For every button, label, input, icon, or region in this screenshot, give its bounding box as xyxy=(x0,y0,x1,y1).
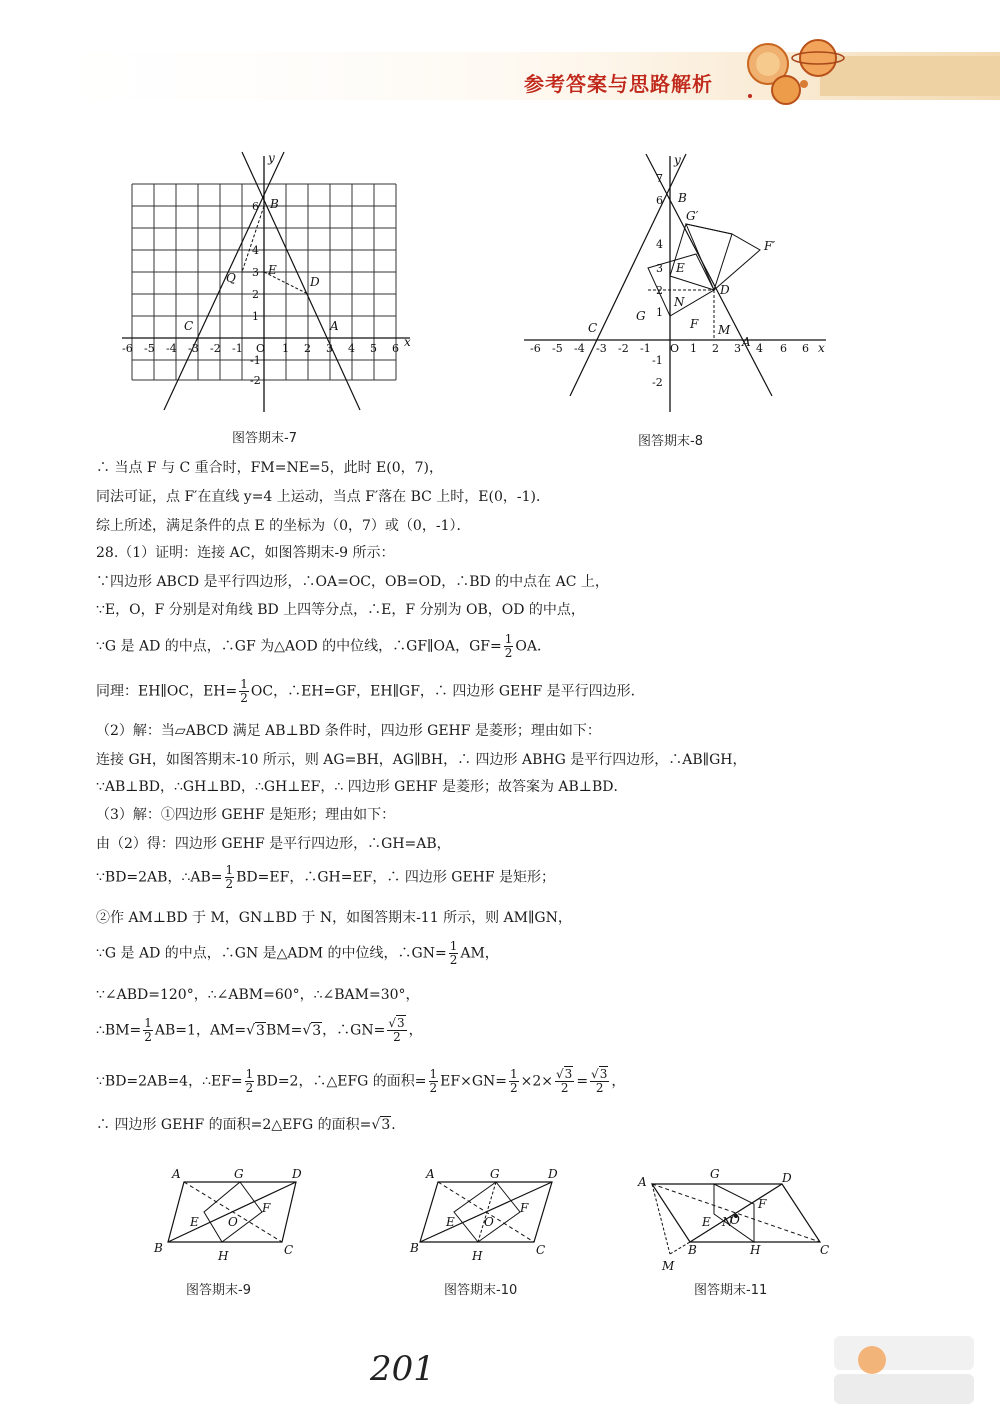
solution-line-8-text-a: 同理：EH∥OC，EH= xyxy=(96,683,238,700)
sqrt-radicand: 3 xyxy=(397,1016,405,1030)
header-title: 参考答案与思路解析 xyxy=(524,72,713,96)
svg-text:O: O xyxy=(228,1215,238,1229)
svg-text:C: C xyxy=(536,1243,546,1257)
figure-11-svg xyxy=(634,1160,834,1270)
svg-text:7: 7 xyxy=(656,172,663,185)
sqrt-symbol: √ xyxy=(371,1117,381,1133)
svg-text:O: O xyxy=(730,1213,740,1227)
solution-line-16-text-b: AM， xyxy=(460,945,499,962)
svg-text:4: 4 xyxy=(348,342,355,355)
figure-9-caption: 图答期末-9 xyxy=(186,1283,251,1298)
svg-text:H: H xyxy=(218,1249,229,1260)
fraction-denominator: 2 xyxy=(595,1081,604,1095)
figure-11-parallelogram xyxy=(634,1160,834,1274)
solution-line-15: ②作 AM⊥BD 于 M，GN⊥BD 于 N，如图答期末-11 所示，则 AM∥GN， xyxy=(96,910,572,926)
svg-text:3: 3 xyxy=(252,266,259,279)
figure-9-svg xyxy=(150,1160,310,1260)
solution-line-14-text-a: ∵BD=2AB，∴AB= xyxy=(96,869,223,886)
fraction-sqrt3-over-2 xyxy=(555,1068,574,1095)
fraction-numerator: 1 xyxy=(225,863,234,877)
svg-text:B: B xyxy=(154,1241,163,1255)
svg-text:3: 3 xyxy=(656,262,663,275)
svg-text:y: y xyxy=(268,151,275,165)
figure-11-caption: 图答期末-11 xyxy=(694,1283,768,1298)
solution-line-16-text-a: ∵G 是 AD 的中点，∴GN 是△ADM 的中位线，∴GN= xyxy=(96,945,447,962)
solution-line-11: ∵AB⊥BD，∴GH⊥BD，∴GH⊥EF，∴ 四边形 GEHF 是菱形；故答案为 AB⊥BD． xyxy=(96,779,628,795)
solution-line-18-text-c: BM= xyxy=(265,1022,303,1039)
svg-text:A: A xyxy=(426,1167,435,1181)
figure-10-caption: 图答期末-10 xyxy=(444,1283,518,1298)
svg-text:6: 6 xyxy=(392,342,399,355)
sqrt-symbol: √ xyxy=(246,1022,256,1039)
svg-text:B: B xyxy=(410,1241,419,1255)
svg-text:y: y xyxy=(674,153,681,167)
svg-text:B: B xyxy=(688,1243,697,1257)
figure-8-graph xyxy=(520,150,830,424)
figure-7-caption: 图答期末-7 xyxy=(232,431,297,446)
solution-line-8 xyxy=(96,678,645,705)
svg-text:E: E xyxy=(268,263,277,277)
fraction-denominator: 2 xyxy=(245,1081,254,1095)
fraction-numerator: 1 xyxy=(429,1067,438,1081)
solution-line-17: ∵∠ABD=120°，∴∠ABM=60°，∴∠BAM=30°， xyxy=(96,987,420,1003)
fraction-sqrt3-over-2 xyxy=(590,1068,609,1095)
figure-8-svg xyxy=(520,150,830,420)
fraction-numerator: 1 xyxy=(510,1067,518,1081)
svg-text:M: M xyxy=(718,323,731,337)
svg-text:Q: Q xyxy=(226,271,236,285)
solution-line-19-text-f: ， xyxy=(611,1073,626,1090)
fraction-denominator: 2 xyxy=(225,877,234,891)
fraction-numerator: 1 xyxy=(449,939,458,953)
svg-text:F: F xyxy=(520,1201,529,1215)
sqrt-radicand: 3 xyxy=(599,1067,608,1081)
solution-line-20 xyxy=(96,1115,405,1135)
solution-line-7-text-a: ∵G 是 AD 的中点，∴GF 为△AOD 的中位线，∴GF∥OA，GF= xyxy=(96,638,502,655)
handwritten-page-number-svg xyxy=(368,1336,458,1390)
solution-line-13: 由（2）得：四边形 GEHF 是平行四边形，∴GH=AB， xyxy=(96,836,451,852)
fraction-denominator: 2 xyxy=(393,1030,401,1044)
fraction-one-half xyxy=(245,1068,255,1095)
svg-text:-1: -1 xyxy=(640,342,651,355)
fraction-one-half xyxy=(239,678,249,705)
sqrt-symbol: √ xyxy=(556,1067,564,1081)
svg-text:O: O xyxy=(256,342,266,355)
figure-10-svg xyxy=(408,1160,568,1260)
svg-text:G: G xyxy=(710,1167,720,1181)
svg-text:1: 1 xyxy=(282,342,289,355)
svg-text:6: 6 xyxy=(656,194,663,207)
svg-text:G′: G′ xyxy=(686,209,699,223)
figure-10-parallelogram xyxy=(408,1160,568,1264)
solution-line-20-text-b: ． xyxy=(391,1117,406,1133)
fraction-denominator: 2 xyxy=(449,953,458,967)
watermark-logo-icon xyxy=(826,1330,986,1410)
svg-text:N: N xyxy=(722,1215,733,1229)
svg-text:F: F xyxy=(690,317,699,331)
fraction-one-half xyxy=(449,940,459,967)
svg-text:4: 4 xyxy=(756,342,763,355)
solution-line-18-text-e: ， xyxy=(408,1022,423,1039)
sqrt-symbol: √ xyxy=(591,1067,599,1081)
svg-text:4: 4 xyxy=(656,238,663,251)
fraction-denominator: 2 xyxy=(510,1081,518,1095)
svg-text:A: A xyxy=(742,335,751,349)
svg-text:-2: -2 xyxy=(210,342,221,355)
sqrt-radicand: 3 xyxy=(312,1022,322,1039)
svg-text:H: H xyxy=(750,1243,761,1257)
svg-text:-4: -4 xyxy=(166,342,177,355)
svg-text:F: F xyxy=(262,1201,271,1215)
solution-line-18-text-d: ，∴GN= xyxy=(322,1022,386,1039)
svg-text:-5: -5 xyxy=(144,342,155,355)
fraction-one-half xyxy=(143,1017,153,1044)
fraction-numerator: 1 xyxy=(504,632,513,646)
svg-text:D: D xyxy=(292,1167,302,1181)
svg-text:-1: -1 xyxy=(652,354,663,367)
figure-7-graph xyxy=(118,148,418,422)
problem-28-part-2-heading: （2）解：当▱ABCD 满足 AB⊥BD 条件时，四边形 GEHF 是菱形；理由如下： xyxy=(96,723,601,739)
svg-text:3: 3 xyxy=(326,342,333,355)
svg-text:A: A xyxy=(172,1167,181,1181)
solution-line-18 xyxy=(96,1017,423,1044)
figure-7-svg xyxy=(118,148,418,418)
planet-decoration-icon xyxy=(738,38,1000,116)
solution-line-16 xyxy=(96,940,499,967)
sqrt-radicand: 3 xyxy=(256,1022,265,1039)
fraction-numerator: 1 xyxy=(240,677,248,691)
fraction-numerator: 1 xyxy=(144,1016,152,1030)
svg-text:G: G xyxy=(234,1167,244,1181)
svg-text:D: D xyxy=(548,1167,558,1181)
solution-line-20-text-a: ∴ 四边形 GEHF 的面积=2△EFG 的面积= xyxy=(96,1117,372,1133)
svg-text:C: C xyxy=(820,1243,830,1257)
problem-28-part-3-heading: （3）解：①四边形 GEHF 是矩形；理由如下： xyxy=(96,807,396,823)
solution-line-7-text-b: OA． xyxy=(515,638,551,655)
svg-text:A: A xyxy=(330,319,339,333)
svg-text:5: 5 xyxy=(370,342,377,355)
sqrt-radicand: 3 xyxy=(564,1067,573,1081)
solution-line-19-text-b: BD=2，∴△EFG 的面积= xyxy=(256,1073,427,1090)
svg-text:1: 1 xyxy=(690,342,697,355)
svg-text:E: E xyxy=(676,261,685,275)
svg-text:4: 4 xyxy=(252,244,259,257)
solution-line-1: ∴ 当点 F 与 C 重合时，FM=NE=5，此时 E(0，7)， xyxy=(96,460,443,476)
solution-line-19-text-e: = xyxy=(576,1073,589,1090)
sqrt-symbol: √ xyxy=(388,1016,396,1030)
svg-text:C: C xyxy=(284,1243,294,1257)
fraction-denominator: 2 xyxy=(429,1081,438,1095)
solution-line-5: ∵四边形 ABCD 是平行四边形，∴OA=OC，OB=OD，∴BD 的中点在 AC 上， xyxy=(96,574,609,590)
handwritten-page-number xyxy=(368,1336,458,1390)
svg-text:A: A xyxy=(638,1175,647,1189)
svg-text:D: D xyxy=(782,1171,792,1185)
svg-text:G: G xyxy=(490,1167,500,1181)
solution-line-18-text-b: AB=1，AM= xyxy=(154,1022,247,1039)
svg-text:B: B xyxy=(678,191,687,205)
svg-text:2: 2 xyxy=(712,342,719,355)
svg-text:E: E xyxy=(446,1215,455,1229)
svg-text:F: F xyxy=(758,1197,767,1211)
solution-line-18-text-a: ∴BM= xyxy=(96,1022,142,1039)
svg-text:B: B xyxy=(270,197,279,211)
svg-text:2: 2 xyxy=(304,342,311,355)
svg-text:6: 6 xyxy=(252,200,259,213)
fraction-one-half xyxy=(509,1068,519,1095)
page-number-text: 201 xyxy=(370,1349,435,1389)
solution-line-7 xyxy=(96,633,551,660)
fraction-one-half xyxy=(225,864,235,891)
fraction-denominator: 2 xyxy=(240,691,248,705)
svg-text:2: 2 xyxy=(252,288,259,301)
svg-text:x: x xyxy=(404,335,411,349)
sqrt-radicand: 3 xyxy=(381,1117,391,1133)
svg-text:O: O xyxy=(670,342,680,355)
fraction-denominator: 2 xyxy=(144,1030,152,1044)
solution-line-8-text-b: OC，∴EH=GF，EH∥GF，∴ 四边形 GEHF 是平行四边形． xyxy=(250,683,645,700)
svg-text:G: G xyxy=(636,309,646,323)
svg-text:1: 1 xyxy=(252,310,259,323)
svg-text:D: D xyxy=(720,283,730,297)
svg-text:H: H xyxy=(472,1249,483,1260)
fraction-sqrt3-over-2 xyxy=(387,1017,406,1044)
solution-line-3: 综上所述，满足条件的点 E 的坐标为（0，7）或（0，-1）． xyxy=(96,518,471,534)
fraction-numerator xyxy=(590,1068,609,1082)
solution-line-19-text-c: EF×GN= xyxy=(440,1073,507,1090)
svg-text:6: 6 xyxy=(780,342,787,355)
fraction-numerator xyxy=(387,1017,406,1031)
svg-text:x: x xyxy=(818,341,825,355)
svg-text:6: 6 xyxy=(802,342,809,355)
solution-line-14 xyxy=(96,864,555,891)
svg-text:-4: -4 xyxy=(574,342,585,355)
svg-text:F′: F′ xyxy=(764,239,776,253)
solution-line-2: 同法可证，点 F′在直线 y=4 上运动，当点 F′落在 BC 上时，E(0，-1)． xyxy=(96,489,550,505)
svg-text:3: 3 xyxy=(734,342,741,355)
svg-text:-2: -2 xyxy=(250,374,261,387)
svg-text:-5: -5 xyxy=(552,342,563,355)
problem-28-part-1-heading: 28.（1）证明：连接 AC，如图答期末-9 所示： xyxy=(96,545,395,561)
svg-text:O: O xyxy=(484,1215,494,1229)
solution-line-10: 连接 GH，如图答期末-10 所示，则 AG=BH，AG∥BH，∴ 四边形 ABHG 是平行四边形，∴AB∥GH， xyxy=(96,752,747,768)
svg-text:M: M xyxy=(662,1259,675,1270)
svg-text:1: 1 xyxy=(656,306,663,319)
fraction-one-half xyxy=(504,633,514,660)
svg-text:C: C xyxy=(184,319,194,333)
fraction-numerator xyxy=(555,1068,574,1082)
solution-line-19-text-a: ∵BD=2AB=4，∴EF= xyxy=(96,1073,243,1090)
svg-text:E: E xyxy=(702,1215,711,1229)
solution-line-19-text-d: ×2× xyxy=(520,1073,554,1090)
svg-text:D: D xyxy=(310,275,320,289)
solution-line-6: ∵E，O，F 分别是对角线 BD 上四等分点，∴E，F 分别为 OB，OD 的中点， xyxy=(96,602,585,618)
figure-9-parallelogram xyxy=(150,1160,310,1264)
svg-text:-1: -1 xyxy=(232,342,243,355)
svg-text:C: C xyxy=(588,321,598,335)
svg-text:-3: -3 xyxy=(188,342,199,355)
solution-line-14-text-b: BD=EF，∴GH=EF，∴ 四边形 GEHF 是矩形； xyxy=(236,869,556,886)
svg-text:-2: -2 xyxy=(618,342,629,355)
fraction-denominator: 2 xyxy=(560,1081,569,1095)
solution-line-19 xyxy=(96,1068,625,1095)
svg-text:-3: -3 xyxy=(596,342,607,355)
svg-text:E: E xyxy=(190,1215,199,1229)
fraction-denominator: 2 xyxy=(504,646,513,660)
svg-text:-6: -6 xyxy=(122,342,133,355)
fraction-numerator: 1 xyxy=(245,1067,254,1081)
svg-text:2: 2 xyxy=(656,284,663,297)
figure-8-caption: 图答期末-8 xyxy=(638,434,703,449)
svg-text:-6: -6 xyxy=(530,342,541,355)
fraction-one-half xyxy=(429,1068,439,1095)
svg-text:-1: -1 xyxy=(250,354,261,367)
svg-text:-2: -2 xyxy=(652,376,663,389)
sqrt-symbol: √ xyxy=(302,1022,312,1039)
svg-text:N: N xyxy=(674,295,685,309)
